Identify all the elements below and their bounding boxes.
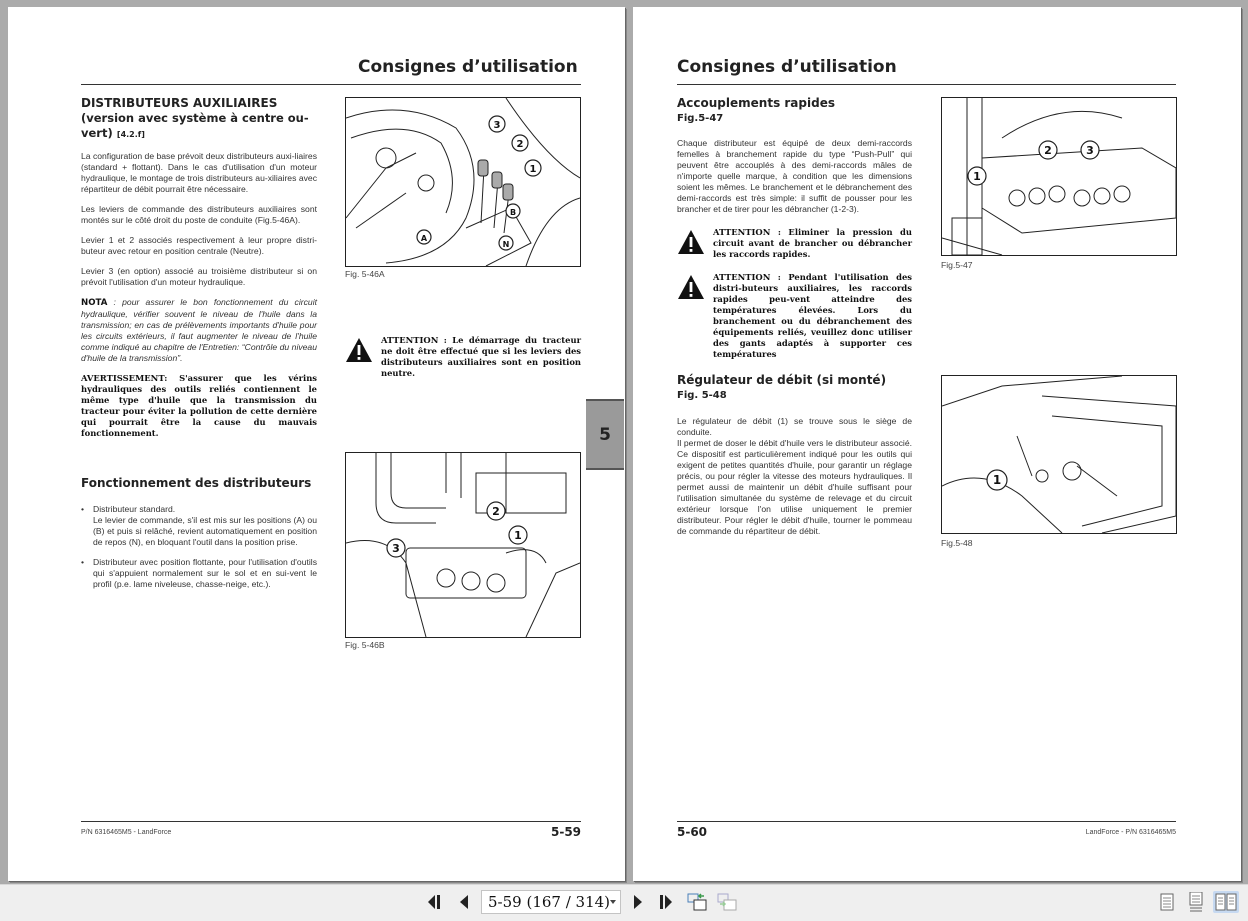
callout-3: 3	[493, 120, 501, 131]
title-rule	[81, 84, 581, 85]
footer-part-number: P/N 6316465M5 - LandForce	[81, 829, 172, 836]
bullet-text: Distributeur avec position flottante, pour l'utilisation d'outils qui s'appuient normalement sur le sol et en sui-vent le profil (p.e. lame niveleuse, chasse-neige, etc.).	[93, 557, 317, 589]
page-5-60	[633, 7, 1241, 881]
callout-3: 3	[1086, 144, 1094, 157]
section-heading-regulateur	[677, 373, 917, 403]
paragraph: Il permet de doser le débit d'huile vers le distributeur associé. Ce dispositif est particulièrement indiqué pour les outils qui exigent de petites quantités d'huile, pour garantir un réglage précis, ou pour régler la vitesse des moteurs hydrauliques. Il permet aussi de maintenir un débit d'huile suffisant pour l'utilisation simultanée du système de relevage et du circuit extérieur lorsque l'on utilise uniquement le premier distributeur. Pour régler le débit d'huile, tourner le pommeau de commande du répartiteur de débit.	[677, 438, 912, 536]
callout-1: 1	[529, 164, 537, 175]
first-page-icon	[426, 894, 444, 910]
paragraph: Le régulateur de débit (1) se trouve sous le siège de conduite.	[677, 416, 912, 437]
bullet-list	[81, 504, 317, 590]
section-figref: Fig.5-47	[677, 113, 724, 124]
figure-caption: Fig.5-47	[941, 260, 973, 270]
figure-5-46b	[345, 452, 581, 638]
section-heading-accouplements	[677, 96, 917, 126]
bullet-item	[81, 557, 317, 590]
chapter-tab: 5	[586, 399, 624, 470]
next-page-button[interactable]	[627, 891, 649, 913]
previous-page-icon	[457, 894, 471, 910]
page-number: 5-60	[677, 825, 708, 839]
attention-text: ATTENTION : Eliminer la pression du circuit avant de brancher ou débrancher les raccords rapides.	[713, 227, 912, 259]
callout-2: 2	[1044, 144, 1052, 157]
section-heading-distributeurs	[81, 96, 317, 142]
section-subtitle: (version avec système à centre ou-vert)	[81, 111, 309, 140]
figure-caption: Fig.5-48	[941, 538, 973, 548]
section-body-fonctionnement	[81, 504, 317, 599]
section-heading-fonctionnement: Fonctionnement des distributeurs	[81, 476, 312, 490]
section-body	[677, 416, 912, 537]
attention-box	[677, 272, 912, 360]
next-view-button[interactable]	[716, 891, 738, 913]
callout-2: 2	[516, 139, 524, 150]
warning-icon	[677, 274, 705, 300]
two-page-view-icon	[1215, 893, 1237, 911]
section-body	[81, 151, 317, 448]
previous-view-button[interactable]	[686, 891, 708, 913]
figure-5-46a	[345, 97, 581, 267]
callout-1: 1	[973, 170, 981, 183]
next-view-icon	[716, 892, 738, 912]
bullet-text: Le levier de commande, s'il est mis sur les positions (A) ou (B) et puis si relâché, revient automatiquement en position de repos (N), en bloquant l'outil dans la position prise.	[93, 515, 317, 547]
two-page-view-button[interactable]	[1213, 891, 1239, 913]
paragraph: Levier 3 (en option) associé au troisième distributeur si on prévoit l'utilisation d'un moteur hydraulique.	[81, 266, 317, 287]
nota-paragraph	[81, 297, 317, 364]
callout-1: 1	[514, 529, 522, 542]
callout-a: A	[420, 234, 428, 243]
avertissement-paragraph: AVERTISSEMENT: S'assurer que les vérins hydrauliques des outils reliés contiennent le même type d'huile que la transmission du tracteur pour éviter la pollution de cette dernière qui pourrait être la cause du mauvais fonctionnement.	[81, 373, 317, 438]
nota-label: NOTA	[81, 298, 108, 308]
callout-n: N	[502, 240, 510, 249]
first-page-button[interactable]	[424, 891, 446, 913]
nota-text: : pour assurer le bon fonctionnement du circuit hydraulique, vérifier souvent le niveau de l'huile dans la transmission; en cas de prélèvements importants d'huile pour les circuits extérieurs, il faut augmenter le niveau de l'huile comme indiqué au chapitre de l'Entretien: “Contrôle du niveau d'huile de la transmission”.	[81, 297, 317, 363]
paragraph: Levier 1 et 2 associés respectivement à leur propre distri-buteur avec retour en position centrale (Neutre).	[81, 235, 317, 256]
page-5-59	[8, 7, 625, 881]
attention-box	[677, 227, 912, 260]
flow-regulator-illustration	[942, 376, 1176, 533]
paragraph: Les leviers de commande des distributeurs auxiliaires sont montés sur le côté droit du poste de conduite (Fig.5-46A).	[81, 204, 317, 225]
single-page-view-button[interactable]	[1156, 891, 1178, 913]
last-page-button[interactable]	[655, 891, 677, 913]
bullet-item	[81, 504, 317, 548]
section-title: Régulateur de débit (si monté)	[677, 373, 887, 387]
paragraph: La configuration de base prévoit deux distributeurs auxi-liaires (standard + flottant). Dans le cas d'utilisation d'un moteur hydraulique, le montage de trois distributeurs au-xiliaires avec répartiteur de débit pourrait être nécessaire.	[81, 151, 317, 194]
callout-3: 3	[392, 542, 400, 555]
continuous-view-icon	[1189, 892, 1203, 912]
figure-caption: Fig. 5-46A	[345, 269, 385, 279]
figure-5-47	[941, 97, 1177, 256]
navigation-toolbar	[0, 884, 1248, 921]
callout-2: 2	[492, 505, 500, 518]
page-title: Consignes d’utilisation	[677, 57, 897, 77]
section-body: Chaque distributeur est équipé de deux demi-raccords femelles à branchement rapide du type “Push-Pull” qui peuvent être accouplés à des demi-raccords mâles de n'importe quelle marque, à condition que les dimensions soient les mêmes. Le branchement et le débranchement des demi-raccords est très simple: il suffit de pousser pour les brancher et de tirer pour les débrancher (1-2-3).	[677, 138, 912, 214]
attention-text: ATTENTION : Pendant l'utilisation des distri-buteurs auxiliaires, les raccords rapides peu-vent atteindre des températures élevées. Lors du branchement ou du débranchement des équipements reliés, veuillez donc utiliser des gants adaptés à supporter ces températures	[713, 272, 912, 359]
figure-5-48	[941, 375, 1177, 534]
couplings-illustration	[942, 98, 1176, 255]
last-page-icon	[657, 894, 675, 910]
next-page-icon	[631, 894, 645, 910]
previous-page-button[interactable]	[453, 891, 475, 913]
page-title: Consignes d’utilisation	[358, 57, 578, 77]
footer-part-number: LandForce - P/N 6316465M5	[1085, 829, 1176, 836]
attention-box	[345, 335, 581, 379]
previous-view-icon	[686, 892, 708, 912]
section-ref: [4.2.f]	[116, 130, 145, 139]
continuous-view-button[interactable]	[1185, 891, 1207, 913]
figure-caption: Fig. 5-46B	[345, 640, 385, 650]
bullet-lead: Distributeur standard.	[93, 504, 176, 514]
section-title: DISTRIBUTEURS AUXILIAIRES	[81, 96, 278, 110]
section-figref: Fig. 5-48	[677, 390, 727, 401]
section-title: Accouplements rapides	[677, 96, 835, 110]
footer-rule	[81, 821, 581, 822]
valve-illustration	[346, 453, 580, 637]
single-page-view-icon	[1160, 893, 1174, 911]
callout-1: 1	[992, 473, 1002, 487]
page-select[interactable]	[481, 890, 621, 914]
attention-text: ATTENTION : Le démarrage du tracteur ne doit être effectué que si les leviers des distributeurs auxiliaires sont en position neutre.	[381, 335, 581, 378]
title-rule	[677, 84, 1176, 85]
footer-rule	[677, 821, 1176, 822]
lever-illustration	[346, 98, 580, 266]
warning-icon	[345, 337, 373, 363]
chevron-down-icon	[610, 900, 616, 904]
page-number: 5-59	[551, 825, 582, 839]
callout-b: B	[509, 208, 517, 217]
page-select-value: 5-59 (167 / 314)	[488, 893, 611, 911]
warning-icon	[677, 229, 705, 255]
